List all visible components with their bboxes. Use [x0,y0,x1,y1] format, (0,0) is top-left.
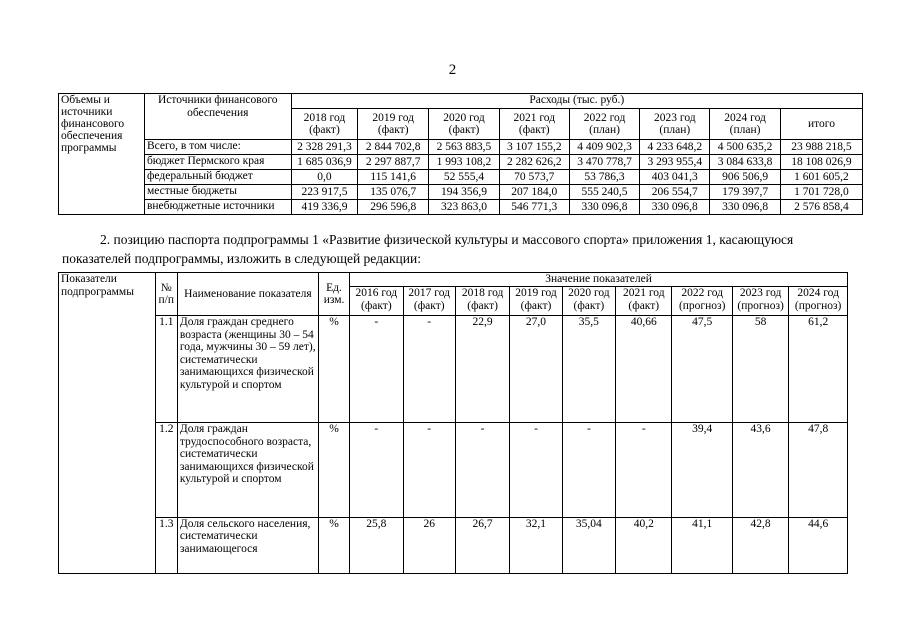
finance-cell: 52 555,4 [429,170,500,185]
finance-cell: 2 282 626,2 [499,155,569,170]
finance-cell: 323 863,0 [429,200,500,215]
indicators-num-header: № п/п [155,273,177,316]
indicator-value: 35,04 [562,517,615,573]
indicator-value: - [350,423,403,517]
finance-year-header: 2022 год (план) [569,109,640,140]
indicator-value: 26,7 [455,517,509,573]
finance-cell: 23 988 218,5 [780,140,862,155]
indicator-value: 43,6 [732,423,788,517]
finance-cell: 207 184,0 [499,185,569,200]
indicator-row [59,517,848,573]
finance-cell: 3 293 955,4 [640,155,710,170]
indicator-value: 58 [732,316,788,423]
finance-cell: 1 685 036,9 [291,155,358,170]
finance-cell: 546 771,3 [499,200,569,215]
indicator-num: 1.1 [155,316,177,423]
finance-cell: 3 107 155,2 [499,140,569,155]
indicators-year-header: 2018 год (факт) [455,287,509,316]
amendment-paragraph-text: 2. позицию паспорта подпрограммы 1 «Развитие физической культуры и массового спорта» приложения 1, касающуюся показателей подпрограммы, изложить в следующей редакции: [62,232,794,266]
finance-row-label: местные бюджеты [144,185,291,200]
finance-year-header: 2023 год (план) [640,109,710,140]
indicator-value: - [616,423,672,517]
finance-left-header: Объемы и источники финансового обеспечения программы [59,94,145,215]
finance-year-header: 2018 год (факт) [291,109,358,140]
finance-cell: 3 084 633,8 [710,155,781,170]
finance-row-label: федеральный бюджет [144,170,291,185]
indicator-value: 39,4 [672,423,732,517]
indicator-value: 40,2 [616,517,672,573]
finance-cell: 2 563 883,5 [429,140,500,155]
indicator-unit: % [318,517,349,573]
finance-cell: 2 328 291,3 [291,140,358,155]
indicator-value: 35,5 [562,316,615,423]
indicators-name-header: Наименование показателя [177,273,318,316]
finance-cell: 330 096,8 [710,200,781,215]
finance-cell: 330 096,8 [569,200,640,215]
finance-cell: 2 844 702,8 [358,140,429,155]
finance-year-header: 2020 год (факт) [429,109,500,140]
indicator-name: Доля сельского населения, систематически занимающегося [177,517,318,573]
finance-year-header: 2024 год (план) [710,109,781,140]
finance-row [59,200,863,215]
finance-cell: 555 240,5 [569,185,640,200]
finance-cell: 70 573,7 [499,170,569,185]
finance-cell: 223 917,5 [291,185,358,200]
indicator-unit: % [318,423,349,517]
finance-row [59,155,863,170]
finance-cell: 194 356,9 [429,185,500,200]
finance-cell: 906 506,9 [710,170,781,185]
indicator-value: 27,0 [510,316,562,423]
finance-row-label: внебюджетные источники [144,200,291,215]
finance-row-label: Всего, в том числе: [144,140,291,155]
indicator-value: 22,9 [455,316,509,423]
indicator-row [59,316,848,423]
finance-row [59,185,863,200]
indicator-num: 1.2 [155,423,177,517]
indicator-row [59,423,848,517]
indicators-year-header: 2016 год (факт) [350,287,403,316]
indicator-value: 26 [403,517,455,573]
finance-cell: 53 786,3 [569,170,640,185]
finance-cell: 1 993 108,2 [429,155,500,170]
finance-cell: 135 076,7 [358,185,429,200]
finance-cell: 206 554,7 [640,185,710,200]
finance-source-header: Источники финансового обеспечения [144,94,291,140]
finance-cell: 4 233 648,2 [640,140,710,155]
finance-cell: 330 096,8 [640,200,710,215]
indicators-year-header: 2023 год (прогноз) [732,287,788,316]
indicator-value: 47,5 [672,316,732,423]
page-number: 2 [448,62,457,78]
indicator-value: 25,8 [350,517,403,573]
indicator-value: 40,66 [616,316,672,423]
finance-cell: 2 576 858,4 [780,200,862,215]
indicator-value: - [350,316,403,423]
indicator-name: Доля граждан трудоспособного возраста, систематически занимающихся физической культурой и спортом [177,423,318,517]
finance-cell: 403 041,3 [640,170,710,185]
finance-cell: 0,0 [291,170,358,185]
finance-cell: 1 601 605,2 [780,170,862,185]
finance-cell: 1 701 728,0 [780,185,862,200]
finance-cell: 18 108 026,9 [780,155,862,170]
finance-cell: 2 297 887,7 [358,155,429,170]
indicator-value: 61,2 [789,316,848,423]
indicator-value: - [403,316,455,423]
indicator-num: 1.3 [155,517,177,573]
finance-cell: 179 397,7 [710,185,781,200]
indicator-value: 47,8 [789,423,848,517]
finance-total-header: итого [780,109,862,140]
finance-cell: 115 141,6 [358,170,429,185]
indicators-unit-header: Ед. изм. [318,273,349,316]
indicator-value: - [455,423,509,517]
indicator-value: 32,1 [510,517,562,573]
finance-cell: 4 409 902,3 [569,140,640,155]
indicator-name: Доля граждан среднего возраста (женщины 30 – 54 года, мужчины 30 – 59 лет), систематически занимающихся физической культурой и спортом [177,316,318,423]
finance-row [59,140,863,155]
indicators-year-header: 2024 год (прогноз) [789,287,848,316]
indicators-year-header: 2020 год (факт) [562,287,615,316]
indicator-value: 41,1 [672,517,732,573]
indicators-year-header: 2017 год (факт) [403,287,455,316]
indicators-year-header: 2022 год (прогноз) [672,287,732,316]
indicators-table [58,272,848,574]
finance-row-label: бюджет Пермского края [144,155,291,170]
indicators-left-header: Показатели подпрограммы [59,273,156,574]
finance-cell: 3 470 778,7 [569,155,640,170]
indicator-value: - [403,423,455,517]
finance-cell: 4 500 635,2 [710,140,781,155]
finance-cell: 296 596,8 [358,200,429,215]
amendment-paragraph [62,230,857,268]
finance-year-header: 2019 год (факт) [358,109,429,140]
indicators-values-header: Значение показателей [350,273,848,287]
finance-cell: 419 336,9 [291,200,358,215]
indicator-value: - [510,423,562,517]
indicators-year-header: 2021 год (факт) [616,287,672,316]
finance-year-header: 2021 год (факт) [499,109,569,140]
finance-row [59,170,863,185]
finance-table [58,93,863,215]
finance-expenses-header: Расходы (тыс. руб.) [291,94,862,109]
indicator-value: - [562,423,615,517]
indicator-unit: % [318,316,349,423]
indicator-value: 42,8 [732,517,788,573]
indicators-year-header: 2019 год (факт) [510,287,562,316]
indicator-value: 44,6 [789,517,848,573]
